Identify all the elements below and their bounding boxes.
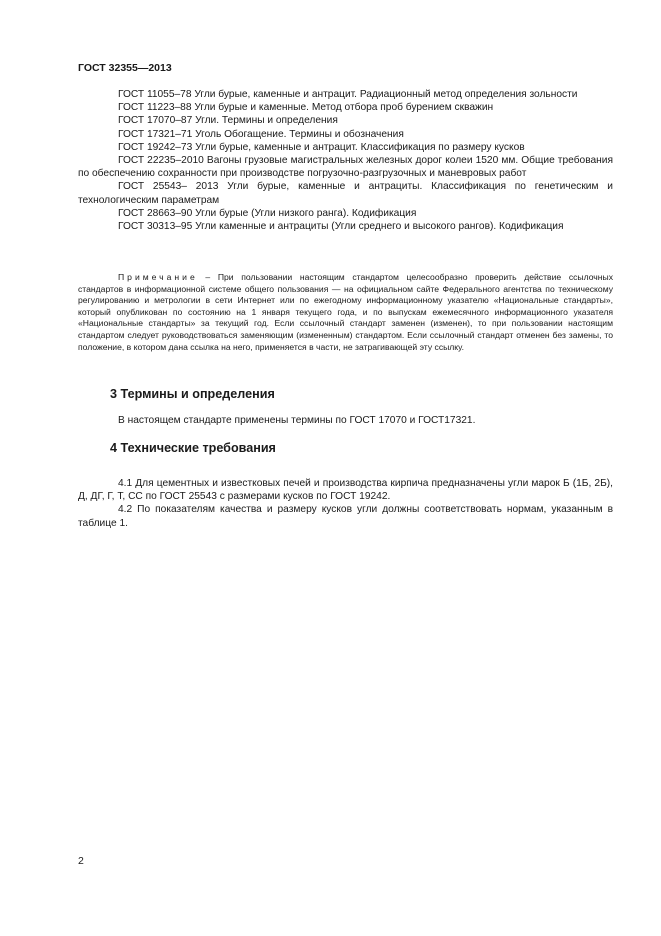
reference-item: ГОСТ 28663–90 Угли бурые (Угли низкого ранга). Кодификация bbox=[118, 207, 417, 219]
reference-item: ГОСТ 30313–95 Угли каменные и антрациты (Угли среднего и высокого рангов). Кодификация bbox=[118, 221, 564, 233]
normative-references-list bbox=[78, 88, 613, 233]
reference-item: ГОСТ 19242–73 Угли бурые, каменные и антрацит. Классификация по размеру кусков bbox=[118, 141, 525, 153]
reference-item: ГОСТ 25543– 2013 Угли бурые, каменные и антрациты. Классификация по генетическим и технологическим параметрам bbox=[78, 181, 613, 206]
reference-item: ГОСТ 17321–71 Уголь Обогащение. Термины и обозначения bbox=[118, 128, 404, 140]
reference-item: ГОСТ 11223–88 Угли бурые и каменные. Метод отбора проб бурением скважин bbox=[118, 102, 494, 114]
reference-item: ГОСТ 22235–2010 Вагоны грузовые магистральных железных дорог колеи 1520 мм. Общие требования по обеспечению сохранности при производстве погрузочно-разгрузочных и маневровых работ bbox=[78, 155, 613, 180]
reference-item: ГОСТ 17070–87 Угли. Термины и определения bbox=[118, 115, 338, 127]
note-block bbox=[78, 272, 613, 353]
section-4-body bbox=[78, 477, 613, 530]
note-label: Примечание bbox=[118, 272, 198, 282]
section-3-body bbox=[78, 414, 613, 427]
standard-header: ГОСТ 32355—2013 bbox=[78, 62, 172, 74]
section-3-paragraph: В настоящем стандарте применены термины по ГОСТ 17070 и ГОСТ17321. bbox=[118, 415, 476, 426]
note-text: – При пользовании настоящим стандартом целесообразно проверить действие ссылочных стандартов в информационной системе общего пользования — на официальном сайте Федерального агентства по техническому регулированию и метрологии в сети Интернет или по ежегодному информационному указателю «Национальные стандарты», который опубликован по состоянию на 1 января текущего года, и по выпускам ежемесячного информационного указателя «Национальные стандарты» за текущий год. Если ссылочный стандарт заменен (изменен), то при пользовании настоящим стандартом следует руководствоваться заменяющим (измененным) стандартом. Если ссылочный стандарт отменен без замены, то положение, в котором дана ссылка на него, применяется в части, не затрагивающей эту ссылку. bbox=[78, 272, 613, 352]
page-number: 2 bbox=[78, 855, 84, 867]
reference-item: ГОСТ 11055–78 Угли бурые, каменные и антрацит. Радиационный метод определения зольности bbox=[118, 89, 578, 100]
note-paragraph bbox=[78, 272, 613, 353]
section-4-title: 4 Технические требования bbox=[110, 441, 276, 455]
section-4-paragraph: 4.1 Для цементных и известковых печей и производства кирпича предназначены угли марок Б (1Б, 2Б), Д, ДГ, Г, Т, СС по ГОСТ 25543 с размерами кусков по ГОСТ 19242. bbox=[78, 478, 613, 503]
section-4-paragraph: 4.2 По показателям качества и размеру кусков угли должны соответствовать нормам, указанным в таблице 1. bbox=[78, 504, 613, 529]
section-3-title: 3 Термины и определения bbox=[110, 387, 275, 401]
